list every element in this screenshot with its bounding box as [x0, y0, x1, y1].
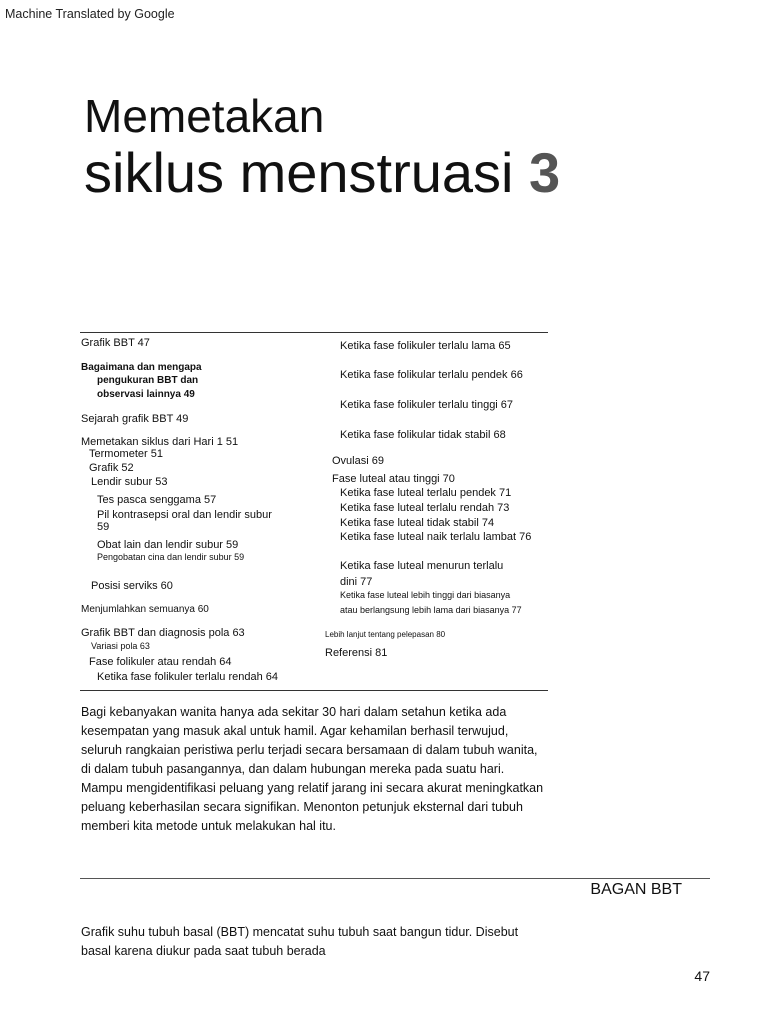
toc-entry: dini 77 [340, 576, 373, 588]
chapter-title-text: siklus menstruasi [84, 141, 514, 204]
toc-entry: Grafik BBT dan diagnosis pola 63 [81, 627, 245, 639]
section-heading: BAGAN BBT [590, 881, 682, 898]
toc-entry: Ketika fase luteal terlalu rendah 73 [340, 502, 510, 514]
toc-entry: Ketika fase luteal lebih tinggi dari biasanya [340, 590, 511, 600]
section-rule [80, 878, 710, 879]
toc-entry: Sejarah grafik BBT 49 [81, 413, 189, 425]
toc-entry: Menjumlahkan semuanya 60 [81, 604, 209, 615]
toc-entry: Lendir subur 53 [91, 476, 168, 488]
toc-entry: Ketika fase folikular terlalu pendek 66 [340, 369, 523, 381]
toc-entry: Ketika fase folikuler terlalu rendah 64 [97, 671, 278, 683]
toc-entry: Pengobatan cina dan lendir subur 59 [97, 552, 245, 562]
toc-entry: Fase luteal atau tinggi 70 [332, 473, 455, 485]
intro-line: peluang keberhasilan secara signifikan. Menonton petunjuk eksternal dari tubuh [81, 800, 523, 814]
toc-entry: Obat lain dan lendir subur 59 [97, 539, 239, 551]
machine-translated-notice: Machine Translated by Google [5, 7, 175, 21]
toc-bottom-rule [80, 690, 548, 691]
toc-entry: Bagaimana dan mengapa [81, 362, 202, 373]
chapter-number: 3 [529, 141, 561, 204]
toc-entry: Pil kontrasepsi oral dan lendir subur [97, 509, 272, 521]
body-line: basal karena diukur pada saat tubuh berada [81, 944, 326, 958]
toc-entry: Ketika fase folikuler terlalu lama 65 [340, 340, 511, 352]
toc-entry: Ketika fase luteal menurun terlalu [340, 560, 504, 572]
toc-entry: Ketika fase luteal tidak stabil 74 [340, 517, 495, 529]
toc-entry: Posisi serviks 60 [91, 580, 173, 592]
toc-entry: Lebih lanjut tentang pelepasan 80 [325, 630, 446, 639]
body-line: Grafik suhu tubuh basal (BBT) mencatat suhu tubuh saat bangun tidur. Disebut [81, 925, 519, 939]
page-number: 47 [694, 968, 710, 984]
toc-entry: Ketika fase folikuler terlalu tinggi 67 [340, 399, 514, 411]
toc-entry: observasi lainnya 49 [97, 389, 195, 400]
toc-entry: 59 [97, 521, 110, 533]
intro-line: di dalam tubuh pasangannya, dan dalam hubungan mereka pada suatu hari. [81, 762, 505, 776]
toc-entry: Grafik 52 [89, 462, 134, 474]
toc-entry: atau berlangsung lebih lama dari biasanya 77 [340, 605, 522, 615]
toc-entry: Ketika fase luteal terlalu pendek 71 [340, 487, 512, 499]
toc-entry: Memetakan siklus dari Hari 1 51 [81, 436, 239, 448]
toc-entry: Termometer 51 [89, 448, 163, 460]
toc-entry: Ketika fase luteal naik terlalu lambat 76 [340, 531, 532, 543]
toc-entry: Fase folikuler atau rendah 64 [89, 656, 232, 668]
chapter-title-line1: Memetakan [84, 90, 325, 142]
intro-line: Bagi kebanyakan wanita hanya ada sekitar 30 hari dalam setahun ketika ada [81, 705, 507, 719]
chapter-title-line2 [84, 142, 560, 204]
toc-entry: Referensi 81 [325, 647, 388, 659]
toc-entry: Ketika fase folikular tidak stabil 68 [340, 429, 506, 441]
toc-entry: pengukuran BBT dan [97, 375, 199, 386]
toc-entry: Variasi pola 63 [91, 641, 150, 651]
intro-line: Mampu mengidentifikasi peluang yang relatif jarang ini secara akurat meningkatkan [81, 781, 544, 795]
toc-entry: Ovulasi 69 [332, 455, 384, 467]
intro-line: kesempatan yang masuk akal untuk hamil. Agar kehamilan berhasil terwujud, [81, 724, 509, 738]
toc-entry: Grafik BBT 47 [81, 337, 150, 349]
intro-line: memberi kita metode untuk melakukan hal itu. [81, 819, 336, 833]
intro-line: seluruh rangkaian peristiwa perlu terjadi secara bersamaan di dalam tubuh wanita, [81, 743, 538, 757]
toc-entry: Tes pasca senggama 57 [97, 494, 217, 506]
toc-top-rule [80, 332, 548, 333]
